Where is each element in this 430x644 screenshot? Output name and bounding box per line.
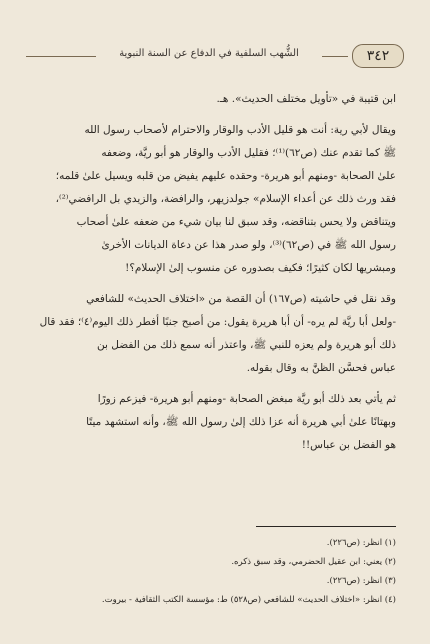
text-line: عباس فحسَّن الظنَّ به وقال بقوله.: [246, 362, 396, 374]
header-rule-left: [26, 56, 96, 57]
paragraph-gap: [34, 111, 396, 119]
header-title: الشُّهب السلفية في الدفاع عن السنة النبوية: [119, 48, 299, 59]
page-number: ٣٤٢: [352, 44, 404, 68]
footnotes: [34, 534, 396, 610]
paragraph-gap: [34, 380, 396, 388]
text-line: ذلك أبو هريرة ولم يعزه للنبي ﷺ، واعتذر أنه سمع ذلك من الفضل بن: [97, 339, 396, 351]
text-line: وبهتانًا علىٰ أبي هريرة أنه عزا ذلك إلىٰ رسول الله ﷺ، وأنه استشهد ميتًا: [86, 416, 396, 428]
text-line: ويتناقض ولا يحس بتناقضه، وقد سبق لنا بيان شيء من ضعفه علىٰ أصحاب: [76, 216, 396, 228]
footnote-separator: [256, 526, 396, 527]
text-line: فقد ورث ذلك عن أعداء الإسلام» جولدزيهر، والرافضة، والزيدي بل الرافضي⁽²⁾،: [55, 193, 396, 205]
text-line: هو الفضل بن عباس!!: [301, 439, 396, 451]
text-line: وقد نقل في حاشيته (ص١٦٧) أن القصة من «اختلاف الحديث» للشافعي: [86, 293, 396, 305]
footnote-4: (٤) انظر: «اختلاف الحديث» للشافعي (ص٥٢٨) ط: مؤسسة الكتب الثقافية - بيروت.: [101, 595, 396, 605]
text-line: ويقال لأبي رية: أنت هو قليل الأدب والوقار والاحترام لأصحاب رسول الله: [84, 124, 396, 136]
text-line: -ولعل أبا ريَّة لم يره- أن أبا هريرة يقول: من أصبح جنبًا أفطر ذلك اليوم⁽٤⁾؛ فقد قال: [39, 316, 396, 328]
text-line: علىٰ الصحابة -ومنهم أبو هريرة- وحقده عليهم يفيض من قلبه ويسيل علىٰ قلمه؛: [55, 170, 396, 182]
text-line: رسول الله ﷺ في (ص٦٢)⁽³⁾، ولو صدر هذا عن دعاة الديانات الأخرىٰ: [101, 239, 396, 251]
footnote-1: (١) انظر: (ص٢٢٦).: [326, 538, 396, 548]
text-line: ابن قتيبة في «تأويل مختلف الحديث». هـ.: [216, 93, 396, 105]
footnote-2: (٢) يعني: ابن عقيل الحضرمي، وقد سبق ذكره.: [231, 557, 396, 567]
text-line: ﷺ كما تقدم عنك (ص٦٢)⁽¹⁾؛ فقليل الأدب والوقار هو أبو ريَّة، وضعفه: [101, 147, 396, 159]
header-rule-right: [322, 56, 348, 57]
running-header: [26, 44, 404, 68]
text-line: ومبشريها لكان كثيرًا؛ فكيف بصدوره عن منسوب إلىٰ الإسلام؟!: [125, 262, 396, 274]
footnote-3: (٣) انظر: (ص٢٢٦).: [326, 576, 396, 586]
body-text: [34, 88, 396, 457]
text-line: ثم يأتي بعد ذلك أبو ريَّة مبغض الصحابة -ومنهم أبو هريرة- فيزعم زورًا: [97, 393, 396, 405]
paragraph-gap: [34, 280, 396, 288]
